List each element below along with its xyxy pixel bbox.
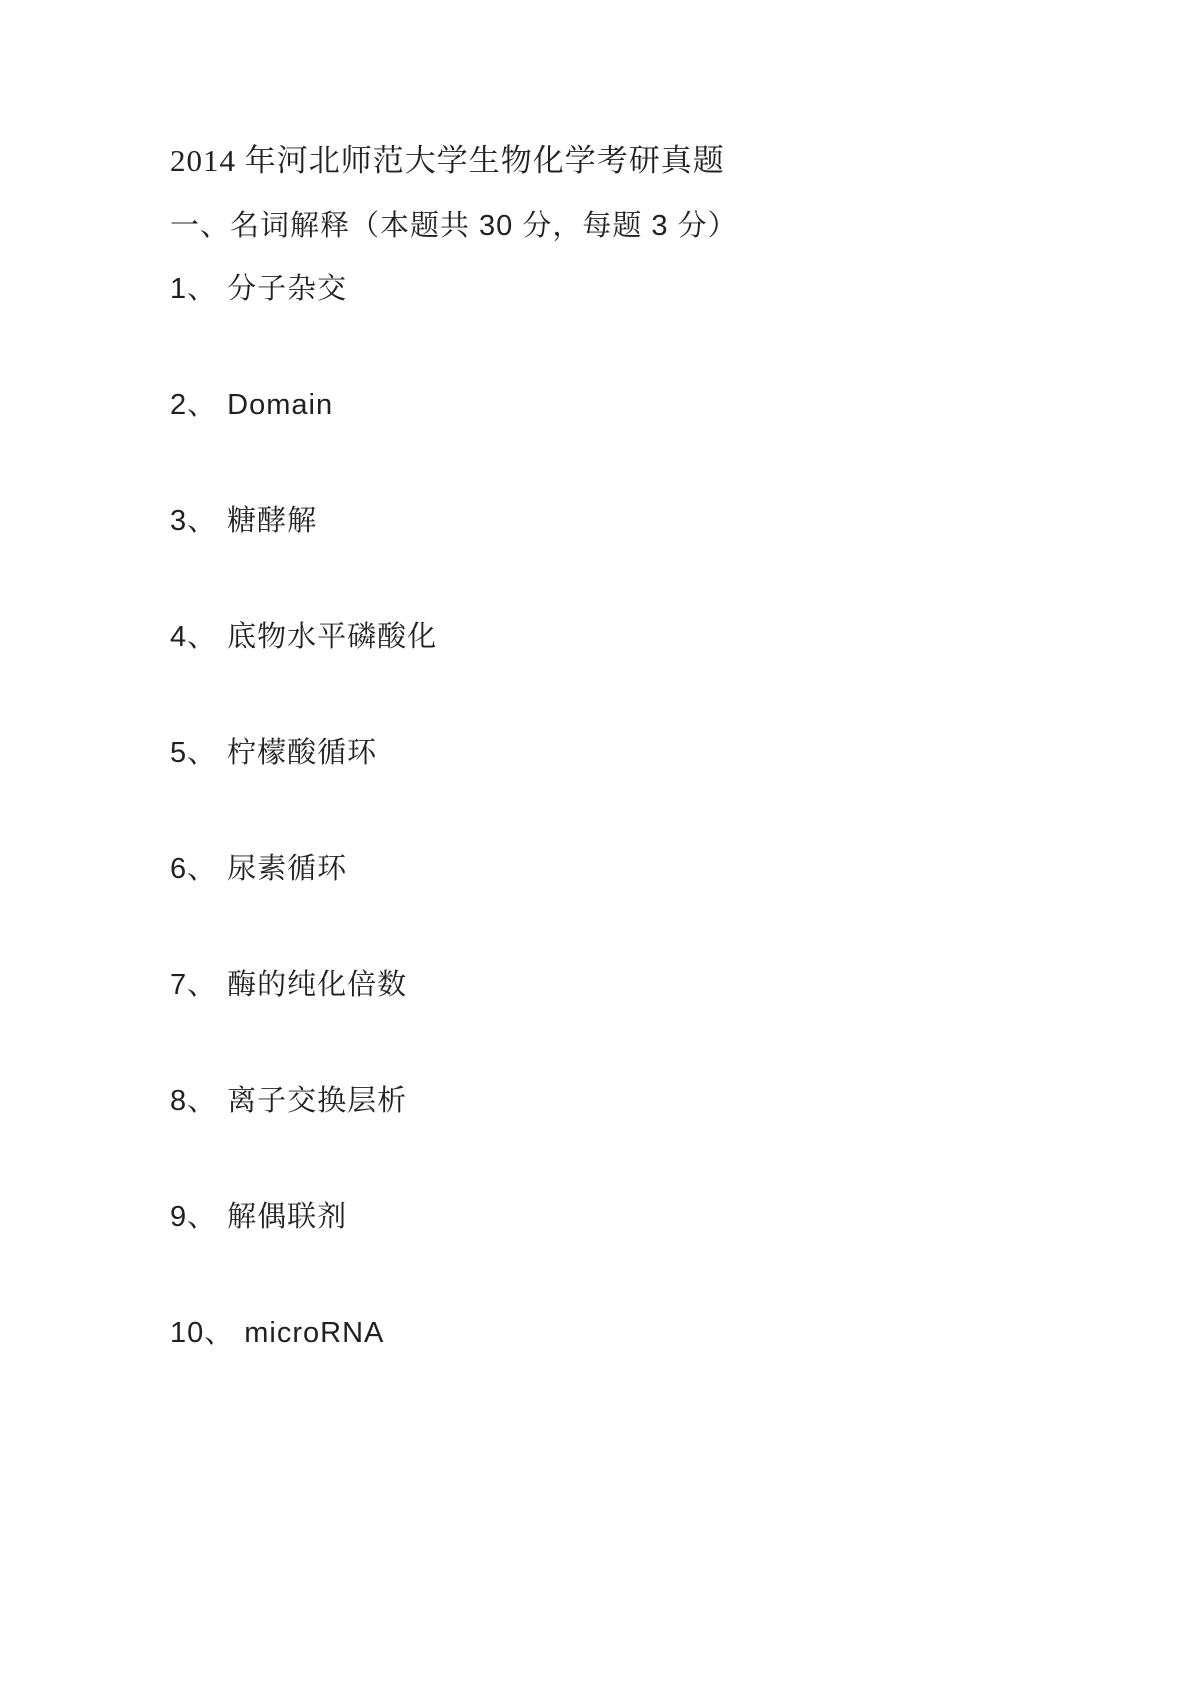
- term-number: 6、: [170, 853, 218, 885]
- term-text: 尿素循环: [227, 853, 348, 885]
- term-number: 4、: [170, 621, 218, 653]
- term-number: 1、: [170, 273, 218, 305]
- term-number: 9、: [170, 1201, 218, 1233]
- section-heading: 一、名词解释（本题共 30 分，每题 3 分）: [170, 210, 738, 242]
- term-item-8: [170, 1082, 1130, 1121]
- term-number: 5、: [170, 737, 218, 769]
- term-number: 3、: [170, 505, 218, 537]
- term-text: Domain: [227, 389, 334, 421]
- term-text: 底物水平磷酸化: [227, 621, 438, 653]
- term-text: 酶的纯化倍数: [227, 969, 408, 1001]
- term-text: 柠檬酸循环: [227, 737, 378, 769]
- term-item-6: [170, 850, 1130, 889]
- term-item-3: [170, 502, 1130, 541]
- term-item-7: [170, 966, 1130, 1005]
- term-text: 糖酵解: [227, 505, 318, 537]
- term-item-4: [170, 618, 1130, 657]
- term-text: 分子杂交: [227, 273, 348, 305]
- document-title: 2014 年河北师范大学生物化学考研真题: [170, 143, 725, 178]
- term-item-9: [170, 1198, 1130, 1237]
- term-item-10: [170, 1314, 1130, 1353]
- term-list: [170, 270, 1130, 1353]
- term-text: 离子交换层析: [227, 1085, 408, 1117]
- term-item-1: [170, 270, 1130, 309]
- term-item-2: [170, 386, 1130, 425]
- term-number: 8、: [170, 1085, 218, 1117]
- term-number: 7、: [170, 969, 218, 1001]
- term-text: 解偶联剂: [227, 1201, 348, 1233]
- term-number: 2、: [170, 389, 218, 421]
- term-item-5: [170, 734, 1130, 773]
- term-number: 10、: [170, 1317, 235, 1349]
- term-text: microRNA: [244, 1317, 385, 1349]
